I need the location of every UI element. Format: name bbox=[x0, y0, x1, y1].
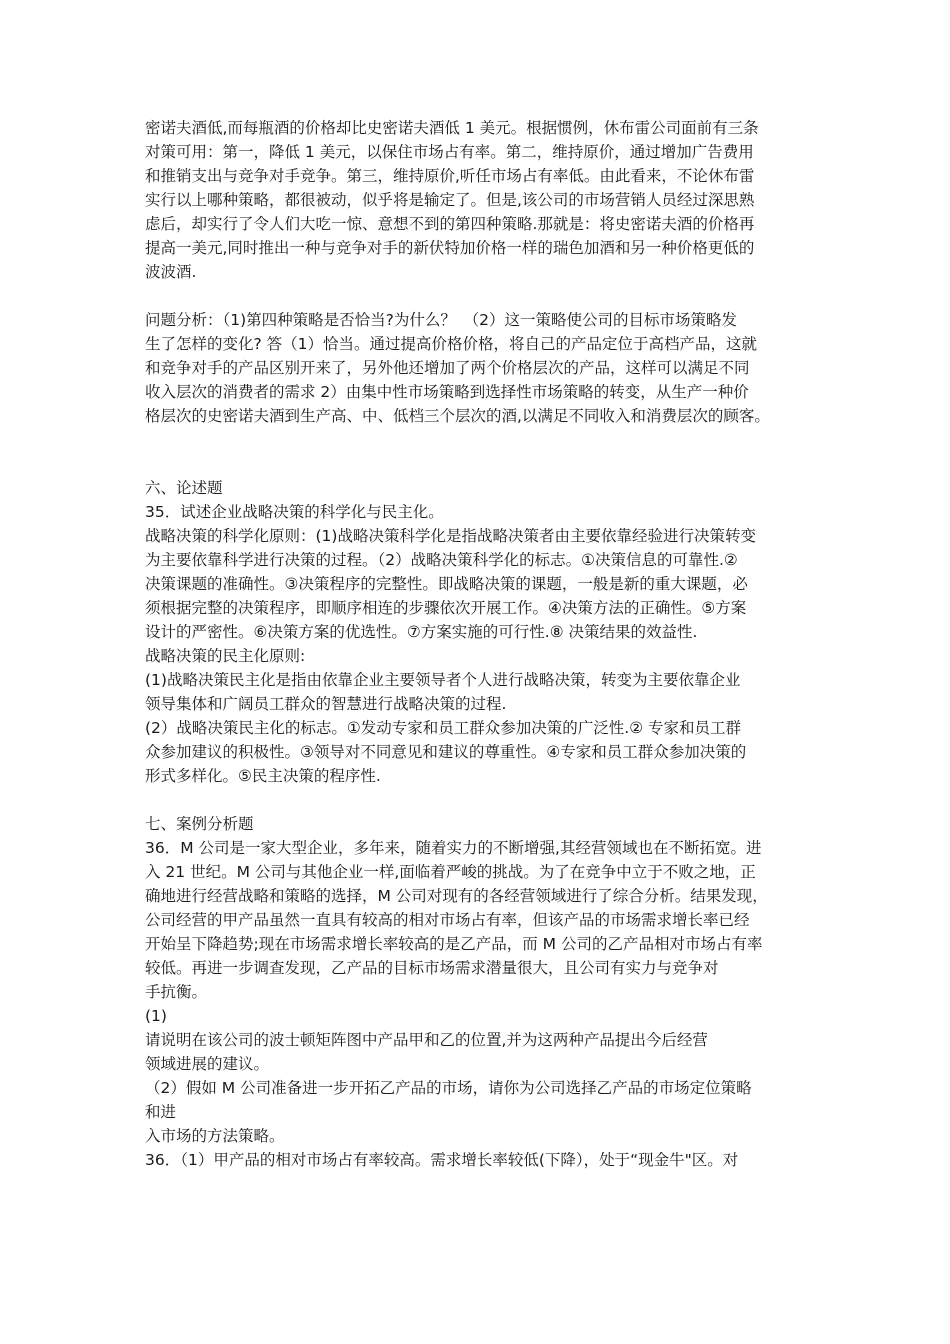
text-line: 入 21 世纪。M 公司与其他企业一样,面临着严峻的挑战。为了在竞争中立于不败之地，正 bbox=[145, 863, 756, 881]
spacer bbox=[145, 284, 825, 308]
text-line: 决策课题的准确性。③决策程序的完整性。即战略决策的课题，一般是新的重大课题，必 bbox=[145, 575, 748, 593]
text-line: 领导集体和广阔员工群众的智慧进行战略决策的过程. bbox=[145, 695, 507, 713]
text-line: （2）假如 M 公司准备进一步开拓乙产品的市场，请你为公司选择乙产品的市场定位策略 bbox=[145, 1079, 752, 1097]
text-line: 36．（1）甲产品的相对市场占有率较高。需求增长率较低(下降），处于“现金牛"区。对 bbox=[145, 1151, 739, 1169]
text-line: 36．M 公司是一家大型企业，多年来，随着实力的不断增强,其经营领域也在不断拓宽。进 bbox=[145, 839, 762, 857]
text-line: 形式多样化。⑤民主决策的程序性. bbox=[145, 767, 381, 785]
text-line: 问题分析：（1)第四种策略是否恰当?为什么？ （2）这一策略使公司的目标市场策略发 bbox=[145, 311, 737, 329]
text-line: 和推销支出与竞争对手竞争。第三，维持原价,听任市场占有率低。由此看来，不论休布雷 bbox=[145, 167, 755, 185]
section-essay-questions bbox=[145, 476, 825, 788]
text-line: 收入层次的消费者的需求 2）由集中性市场策略到选择性市场策略的转变，从生产一种价 bbox=[145, 383, 749, 401]
case-paragraph bbox=[145, 116, 825, 284]
text-line: 密诺夫酒低,而每瓶酒的价格却比史密诺夫酒低 1 美元。根据惯例，休布雷公司面前有三条 bbox=[145, 119, 759, 137]
text-line: 战略决策的科学化原则：(1)战略决策科学化是指战略决策者由主要依靠经验进行决策转变 bbox=[145, 527, 756, 545]
document-body bbox=[145, 116, 825, 1172]
text-line: 格层次的史密诺夫酒到生产高、中、低档三个层次的酒,以满足不同收入和消费层次的顾客。 bbox=[145, 407, 770, 425]
text-line: 提高一美元,同时推出一种与竞争对手的新伏特加价格一样的瑞色加酒和另一种价格更低的 bbox=[145, 239, 755, 257]
analysis-paragraph bbox=[145, 308, 825, 428]
text-line: 须根据完整的决策程序，即顺序相连的步骤依次开展工作。④决策方法的正确性。⑤方案 bbox=[145, 599, 747, 617]
subheading: 战略决策的民主化原则: bbox=[145, 647, 306, 665]
text-line: 入市场的方法策略。 bbox=[145, 1127, 285, 1145]
section-case-analysis bbox=[145, 812, 825, 1172]
text-line: 为主要依靠科学进行决策的过程。（2）战略决策科学化的标志。①决策信息的可靠性.② bbox=[145, 551, 738, 569]
spacer bbox=[145, 428, 825, 476]
section-heading: 六、论述题 bbox=[145, 479, 223, 497]
text-line: 较低。再进一步调查发现，乙产品的目标市场需求潜量很大，且公司有实力与竞争对 bbox=[145, 959, 719, 977]
text-line: (2）战略决策民主化的标志。①发动专家和员工群众参加决策的广泛性.② 专家和员工群 bbox=[145, 719, 742, 737]
spacer bbox=[145, 788, 825, 812]
text-line: (1)战略决策民主化是指由依靠企业主要领导者个人进行战略决策，转变为主要依靠企业 bbox=[145, 671, 741, 689]
text-line: 对策可用：第一，降低 1 美元，以保住市场占有率。第二，维持原价，通过增加广告费用 bbox=[145, 143, 754, 161]
question-title: 35．试述企业战略决策的科学化与民主化。 bbox=[145, 503, 444, 521]
section-heading: 七、案例分析题 bbox=[145, 815, 254, 833]
text-line: (1) bbox=[145, 1007, 167, 1025]
text-line: 虑后，却实行了令人们大吃一惊、意想不到的第四种策略.那就是：将史密诺夫酒的价格再 bbox=[145, 215, 755, 233]
text-line: 请说明在该公司的波士顿矩阵图中产品甲和乙的位置,并为这两种产品提出今后经营 bbox=[145, 1031, 708, 1049]
text-line: 和竞争对手的产品区别开来了，另外他还增加了两个价格层次的产品，这样可以满足不同 bbox=[145, 359, 750, 377]
text-line: 设计的严密性。⑥决策方案的优选性。⑦方案实施的可行性.⑧ 决策结果的效益性. bbox=[145, 623, 698, 641]
text-line: 众参加建议的积极性。③领导对不同意见和建议的尊重性。④专家和员工群众参加决策的 bbox=[145, 743, 747, 761]
text-line: 生了怎样的变化? 答（1）恰当。通过提高价格价格，将自己的产品定位于高档产品，这就 bbox=[145, 335, 758, 353]
text-line: 手抗衡。 bbox=[145, 983, 208, 1001]
text-line: 开始呈下降趋势;现在市场需求增长率较高的是乙产品，而 M 公司的乙产品相对市场占有率 bbox=[145, 935, 763, 953]
text-line: 波波酒. bbox=[145, 263, 197, 281]
text-line: 和进 bbox=[145, 1103, 177, 1121]
text-line: 公司经营的甲产品虽然一直具有较高的相对市场占有率，但该产品的市场需求增长率已经 bbox=[145, 911, 750, 929]
text-line: 实行以上哪种策略，都很被动，似乎将是输定了。但是,该公司的市场营销人员经过深思熟 bbox=[145, 191, 755, 209]
text-line: 确地进行经营战略和策略的选择，M 公司对现有的各经营领域进行了综合分析。结果发现， bbox=[145, 887, 768, 905]
text-line: 领域进展的建议。 bbox=[145, 1055, 270, 1073]
